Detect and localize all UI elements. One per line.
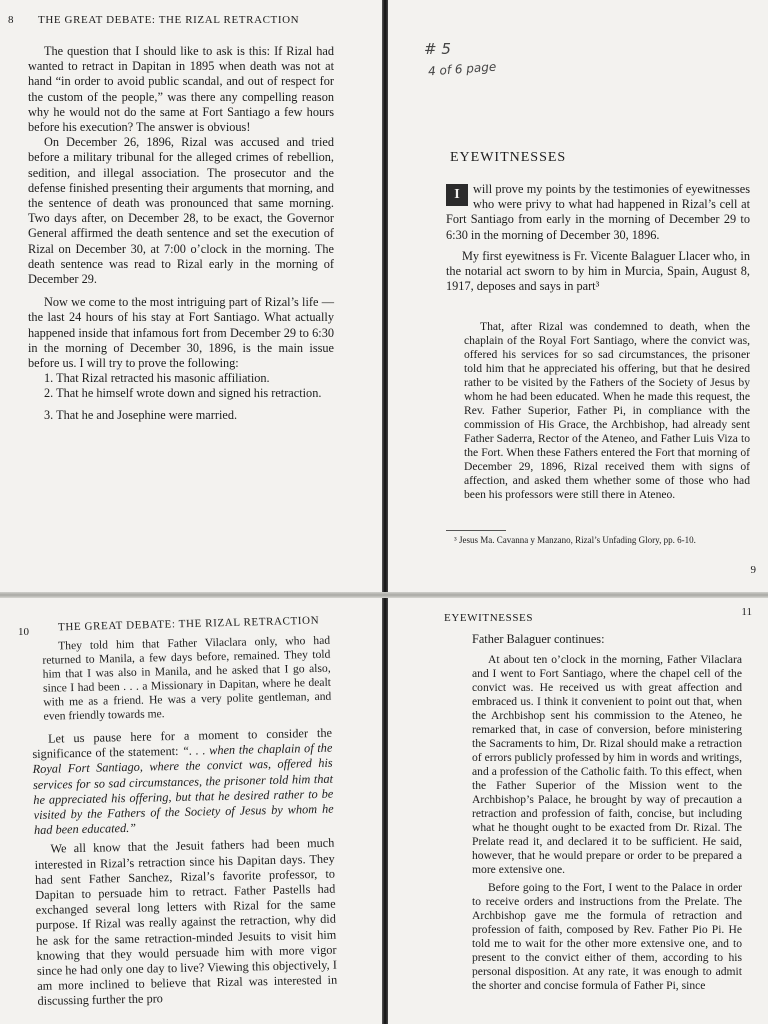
handwritten-note: # 5 (424, 40, 451, 58)
page-9 (388, 0, 768, 592)
page-divider (0, 592, 768, 598)
paragraph-text: Let us pause here for a moment to consider the significance of the statement: (32, 725, 333, 762)
running-head: EYEWITNESSES (444, 612, 534, 624)
body-text (28, 44, 334, 423)
quote-paragraph: They told him that Father Vilaclara only, who had returned to Manila, a few days before, remained. They told him that I was also in Manila, and he asked that I go also, since I had been . . . a Missionary in Dapitan, where he dealt with me as a friend. He was a very polite gentleman, and even friendly towards me. (42, 633, 332, 723)
footnote: ³ Jesus Ma. Cavanna y Manzano, Rizal’s Unfading Glory, pp. 6-10. (454, 535, 696, 545)
intro-text: will prove my points by the testimonies of eyewitnesses who were privy to what had happened in Rizal’s cell at Fort Santiago from early in the morning of December 29 to 6:30 in the morning of December 30, 1896. (446, 182, 750, 242)
page-number: 11 (741, 606, 752, 618)
paragraph (446, 182, 750, 243)
page-10 (0, 598, 382, 1024)
list-item: 1. That Rizal retracted his masonic affiliation. (44, 371, 270, 386)
quote-paragraph: Before going to the Fort, I went to the Palace in order to receive orders and instructions from the Prelate. The Archbishop gave me the formula of retraction and profession of faith, composed by Rev. Father Pio Pi. He told me to wait for the other more extensive one, and to present to the convict either of them, according to his personal disposition. At any rate, it was enough to admit the shorter and concise formula of Father Pi, since (472, 881, 742, 993)
body-text (30, 634, 338, 1010)
paragraph: We all know that the Jesuit fathers had been much interested in Rizal’s retraction since his Dapitan days. They had sent Father Sanchez, Rizal’s favorite professor, to Dapitan to persuade him to retract. Father Pastells had exchanged several long letters with Rizal for the same purpose. If Rizal was really against the retraction, why did he ask for the same retraction-minded Jesuits to visit him knowing that they would persuade him with more vigor since he had only one day to live? Viewing this objectively, I am more inclined to believe that Rizal was interested in discussing further the pro (34, 836, 338, 1009)
drop-cap: I (446, 184, 468, 206)
running-head: THE GREAT DEBATE: THE RIZAL RETRACTION (57, 614, 320, 634)
paragraph: On December 26, 1896, Rizal was accused and tried before a military tribunal for the alleged crimes of rebellion, sedition, and illegal association. The prosecutor and the defense finished presenting their arguments that morning, and the sentence of death was pronounced that same morning. Two days after, on December 28, to be exact, the Governor General affirmed the death sentence and set the execution of Rizal on December 30, at 7:00 o’clock in the morning. The death sentence was read to Rizal early in the morning of December 29. (28, 135, 334, 287)
paragraph (32, 726, 334, 839)
binding-gutter (382, 0, 388, 1024)
running-head: THE GREAT DEBATE: THE RIZAL RETRACTION (38, 14, 300, 26)
page-11 (388, 598, 768, 1024)
body-text (472, 632, 742, 993)
block-quote (42, 634, 332, 724)
paragraph: Now we come to the most intriguing part of Rizal’s life — the last 24 hours of his stay at Fort Santiago. What actually happened inside that infamous fort from December 29 to 6:30 in the morning of December 30, 1896, is the main issue before us. I will try to prove the following: (28, 295, 334, 371)
block-quote (464, 320, 750, 502)
italic-quote: “. . . when the chaplain of the Royal Fort Santiago, where the convict was, offered his services for so sad circumstances, the prisoner told him that he appreciated his offering, but that he desired rather to be visited by the Fathers of the Society of Jesus by whom he had been educated.” (32, 740, 334, 838)
page-number: 10 (18, 626, 29, 638)
paragraph: My first eyewitness is Fr. Vicente Balaguer Llacer who, in the notarial act sworn to by him in Murcia, Spain, August 8, 1917, deposes and says in part³ (446, 248, 750, 294)
page-8 (0, 0, 382, 592)
list-item: 3. That he and Josephine were married. (44, 407, 238, 422)
paragraph: The question that I should like to ask is this: If Rizal had wanted to retract in Dapitan in 1895 when death was not at hand “in order to avoid public scandal, and out of respect for the custom of the people,” was there any compelling reason why he would not do the same at Fort Santiago a few hours before his execution? The answer is obvious! (28, 44, 334, 135)
quote-paragraph: That, after Rizal was condemned to death, when the chaplain of the Royal Fort Santiago, where the convict was, offered his services for so sad circumstances, the prisoner told him that he appreciated his offering, but that he desired rather to be visited by the Fathers of the Society of Jesus by whom he had been educated. When he made this request, the Rev. Father Superior, Father Pi, in compliance with the commission of His Grace, the Archbishop, had already sent Father Saderra, Rector of the Ateneo, and Father Luis Viza to the Fort. When these Fathers entered the Fort that morning of December 29, 1896, Rizal received them with signs of affection, and asked them whether some of those who had been his professors were still there in Ateneo. (464, 320, 750, 501)
handwritten-note: 4 of 6 page (427, 59, 497, 79)
block-quote (472, 653, 742, 993)
section-title: EYEWITNESSES (450, 150, 567, 165)
body-text (446, 182, 750, 294)
paragraph: Father Balaguer continues: (472, 632, 605, 646)
page-number: 9 (750, 564, 756, 576)
page-number: 8 (8, 14, 14, 26)
list-item: 2. That he himself wrote down and signed his retraction. (44, 386, 322, 401)
quote-paragraph: At about ten o’clock in the morning, Father Vilaclara and I went to Fort Santiago, where the chapel cell of the convict was. He received us with great affection and embraced us. I think it convenient to point out that, when the Archbishop sent his commission to the Ateneo, he remarked that, in case of conversion, before ministering the Sacraments to him, Dr. Rizal should make a retraction of errors publicly professed by him in words and writings, and a profession of the Catholic faith. To this effect, when the Father Superior of the Mission went to the Archbishop’s Palace, he brought by way of precaution a retraction and profession of faith, concise, but including what he thought ought to be exacted from Dr. Rizal. The Prelate read it, and declared it to be sufficient. He said, however, that he would prepare or order to be prepared a more extensive one. (472, 653, 742, 877)
footnote-rule (446, 530, 506, 531)
